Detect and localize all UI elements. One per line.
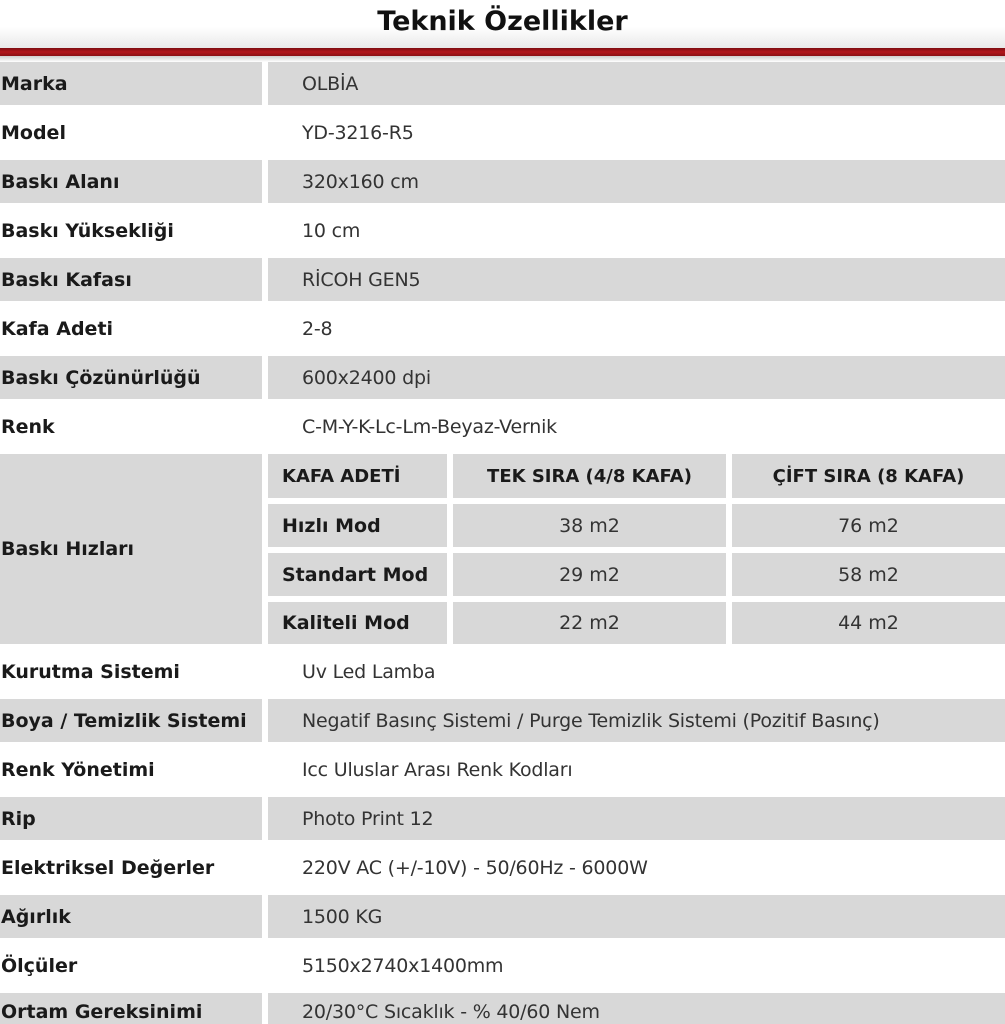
spec-value-cozunurluk: 600x2400 dpi	[268, 356, 1005, 399]
spec-value-renk-yonetimi: Icc Uluslar Arası Renk Kodları	[302, 758, 573, 781]
spec-value-agirlik: 1500 KG	[268, 895, 1005, 938]
speed-value-kaliteli-tek: 22 m2	[453, 602, 726, 644]
spec-label-model: Model	[1, 121, 66, 144]
spec-label-cozunurluk: Baskı Çözünürlüğü	[0, 356, 262, 399]
spec-label-elektriksel: Elektriksel Değerler	[1, 856, 215, 879]
spec-value-ortam: 20/30°C Sıcaklık - % 40/60 Nem	[268, 993, 1005, 1024]
spec-label-boya-temizlik: Boya / Temizlik Sistemi	[0, 699, 262, 742]
spec-value-baski-yuksekligi: 10 cm	[302, 219, 361, 242]
speed-mode-standart: Standart Mod	[268, 553, 447, 596]
speed-value-standart-tek: 29 m2	[453, 553, 726, 596]
spec-value-boya-temizlik: Negatif Basınç Sistemi / Purge Temizlik Sistemi (Pozitif Basınç)	[268, 699, 1005, 742]
speed-mode-kaliteli: Kaliteli Mod	[268, 602, 447, 644]
spec-value-marka: OLBİA	[268, 62, 1005, 105]
spec-label-renk: Renk	[1, 415, 55, 438]
spec-label-rip: Rip	[0, 797, 262, 840]
spec-value-model: YD-3216-R5	[302, 121, 414, 144]
speed-value-kaliteli-cift: 44 m2	[732, 602, 1005, 644]
spec-label-renk-yonetimi: Renk Yönetimi	[1, 758, 155, 781]
spec-label-olculer: Ölçüler	[1, 954, 78, 977]
spec-label-baski-alani: Baskı Alanı	[0, 160, 262, 203]
spec-label-baski-hizlari: Baskı Hızları	[0, 454, 262, 644]
speed-mode-hizli: Hızlı Mod	[268, 504, 447, 547]
spec-value-olculer: 5150x2740x1400mm	[302, 954, 504, 977]
spec-value-baski-kafasi: RİCOH GEN5	[268, 258, 1005, 301]
speed-header-cift-sira: ÇİFT SIRA (8 KAFA)	[732, 454, 1005, 498]
speed-header-tek-sira: TEK SIRA (4/8 KAFA)	[453, 454, 726, 498]
title-divider	[0, 48, 1005, 56]
speed-value-standart-cift: 58 m2	[732, 553, 1005, 596]
page-title: Teknik Özellikler	[377, 6, 628, 37]
spec-label-baski-kafasi: Baskı Kafası	[0, 258, 262, 301]
spec-value-rip: Photo Print 12	[268, 797, 1005, 840]
spec-label-baski-yuksekligi: Baskı Yüksekliği	[1, 219, 174, 242]
spec-value-kurutma: Uv Led Lamba	[302, 660, 436, 683]
spec-label-ortam: Ortam Gereksinimi	[0, 993, 262, 1024]
spec-value-renk: C-M-Y-K-Lc-Lm-Beyaz-Vernik	[302, 415, 557, 438]
speed-header-kafa-adeti: KAFA ADETİ	[268, 454, 447, 498]
spec-value-baski-alani: 320x160 cm	[268, 160, 1005, 203]
spec-value-kafa-adeti: 2-8	[302, 317, 333, 340]
speed-value-hizli-tek: 38 m2	[453, 504, 726, 547]
spec-label-kurutma: Kurutma Sistemi	[1, 660, 180, 683]
spec-value-elektriksel: 220V AC (+/-10V) - 50/60Hz - 6000W	[302, 856, 648, 879]
spec-label-marka: Marka	[0, 62, 262, 105]
speed-value-hizli-cift: 76 m2	[732, 504, 1005, 547]
spec-label-agirlik: Ağırlık	[0, 895, 262, 938]
spec-label-kafa-adeti: Kafa Adeti	[1, 317, 114, 340]
